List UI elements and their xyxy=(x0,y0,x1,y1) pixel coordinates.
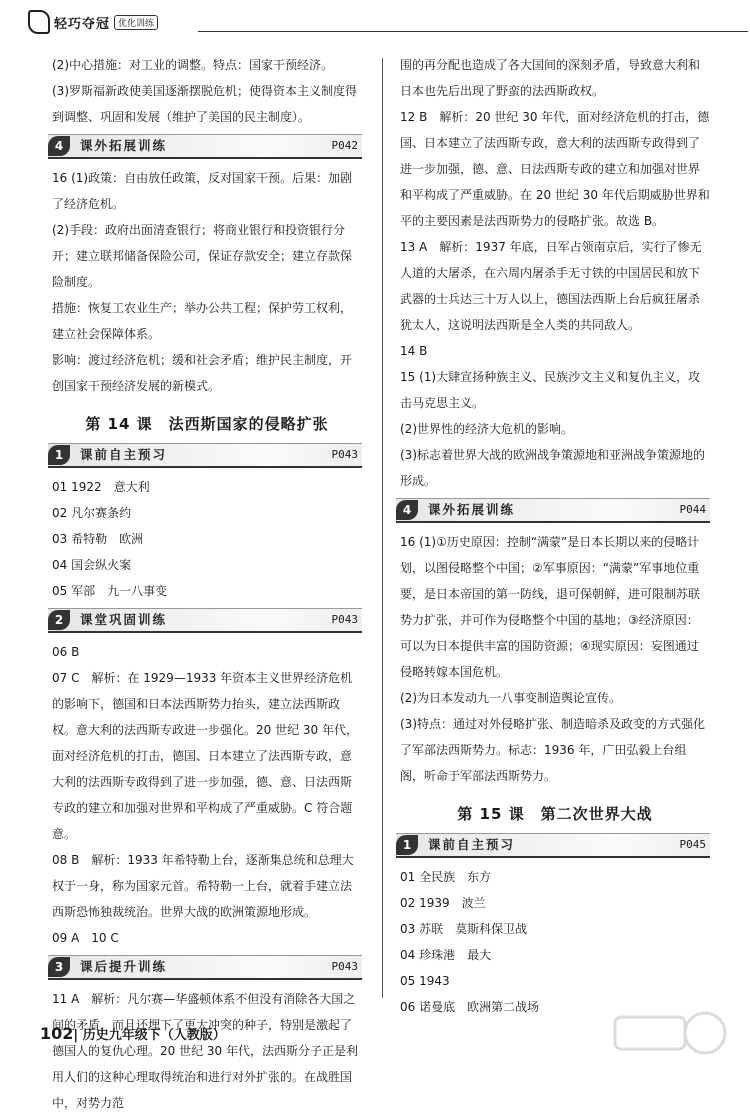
answer-text: (2)为日本发动九一八事变制造舆论宣传。 xyxy=(400,691,621,705)
answer-line: 05 军部 九一八事变 xyxy=(52,584,168,598)
section-title: 课前自主预习 xyxy=(80,447,168,462)
section-page: P043 xyxy=(331,960,358,973)
section-title: 课堂巩固训练 xyxy=(80,612,168,627)
right-column xyxy=(400,52,710,1020)
section-number: 4 xyxy=(396,500,418,520)
section-number: 3 xyxy=(48,957,70,977)
brand-subtitle: 优化训练 xyxy=(114,15,158,30)
rabbit-logo-icon xyxy=(28,10,50,34)
answer-text: (3)罗斯福新政使美国逐渐摆脱危机；使得资本主义制度得到调整、巩固和发展（维护了美国的民主制度）。 xyxy=(52,84,358,124)
left-column xyxy=(52,52,362,1116)
answer-text: (2)世界性的经济大危机的影响。 xyxy=(400,422,573,436)
answer-line: 01 全民族 东方 xyxy=(400,870,492,884)
page-header xyxy=(28,10,728,40)
answer-line: 06 B xyxy=(52,645,80,659)
lesson-title: 第 15 课 第二次世界大战 xyxy=(457,805,653,823)
watermark-stamp-icon xyxy=(610,1005,730,1065)
section-page: P042 xyxy=(331,139,358,152)
answer-text: (2)手段：政府出面清查银行；将商业银行和投资银行分开；建立联邦储备保险公司，保证存款安全；建立存款保险制度。 xyxy=(52,223,353,289)
section-number: 4 xyxy=(48,136,70,156)
section-bar xyxy=(48,134,362,159)
section-number: 2 xyxy=(48,610,70,630)
section-page: P045 xyxy=(679,838,706,851)
section-title: 课外拓展训练 xyxy=(428,502,516,517)
answer-line: 01 1922 意大利 xyxy=(52,480,150,494)
answer-line: 02 1939 波兰 xyxy=(400,896,486,910)
page-footer: 102| 历史九年级下（人教版） xyxy=(40,1024,226,1043)
answer-text: 12 B 解析：20 世纪 30 年代，面对经济危机的打击，德国、日本建立了法西斯专政，意大利的法西斯专政得到了进一步加强，德、意、日法西斯专政的建立和加强对世界和平构成了严重威胁。在 20 世纪 30 年代后期威胁世界和平的主要因素是法西斯势力的侵略扩张。故选 B。 xyxy=(400,110,710,228)
answer-text: (2)中心措施：对工业的调整。特点：国家干预经济。 xyxy=(52,58,334,72)
answer-text: 16 (1)①历史原因：控制“满蒙”是日本长期以来的侵略计划，以图侵略整个中国；②军事原因：“满蒙”军事地位重要，是日本帝国的第一防线，退可保朝鲜，进可限制苏联势力扩张，并可作为侵略整个中国的基地；③经济原因：可以为日本提供丰富的国防资源；④现实原因：妄图通过侵略转嫁本国危机。 xyxy=(400,535,701,679)
book-title: 历史九年级下（人教版） xyxy=(82,1028,226,1043)
answer-line: 04 国会纵火案 xyxy=(52,558,132,572)
answer-text: 措施：恢复工农业生产；举办公共工程；保护劳工权利，建立社会保障体系。 xyxy=(52,301,353,341)
page-number: 102 xyxy=(40,1024,74,1043)
answer-line: 14 B xyxy=(400,344,428,358)
section-bar xyxy=(396,833,710,858)
answer-line: 06 诺曼底 欧洲第二战场 xyxy=(400,1000,540,1014)
answer-line: 03 希特勒 欧洲 xyxy=(52,532,144,546)
section-title: 课外拓展训练 xyxy=(80,138,168,153)
answer-line: 04 珍珠港 最大 xyxy=(400,948,492,962)
brand-logo xyxy=(28,10,158,34)
section-bar xyxy=(396,498,710,523)
answer-text: (3)标志着世界大战的欧洲战争策源地和亚洲战争策源地的形成。 xyxy=(400,448,706,488)
answer-text: (3)特点：通过对外侵略扩张、制造暗杀及政变的方式强化了军部法西斯势力。标志：1936 年，广田弘毅上台组阁，听命于军部法西斯势力。 xyxy=(400,717,706,783)
answer-text: 11 A 解析：凡尔赛—华盛顿体系不但没有消除各大国之间的矛盾，而且还埋下了更大冲突的种子，特别是激起了德国人的复仇心理。20 世纪 30 年代，法西斯分子正是利用人们的这种心理取得统治和进行对外扩张的。在战胜国中，对势力范 xyxy=(52,992,358,1110)
answer-text: 16 (1)政策：自由放任政策，反对国家干预。后果：加剧了经济危机。 xyxy=(52,171,353,211)
answer-text: 13 A 解析：1937 年底，日军占领南京后，实行了惨无人道的大屠杀，在六周内屠杀手无寸铁的中国居民和放下武器的士兵达三十万人以上，德国法西斯上台后疯狂屠杀犹太人，这说明法西斯是全人类的共同敌人。 xyxy=(400,240,702,332)
section-page: P043 xyxy=(331,613,358,626)
section-bar xyxy=(48,955,362,980)
answer-line: 03 苏联 莫斯科保卫战 xyxy=(400,922,528,936)
answer-line: 02 凡尔赛条约 xyxy=(52,506,132,520)
header-rule xyxy=(198,31,748,32)
answer-text: 影响：渡过经济危机；缓和社会矛盾；维护民主制度，开创国家干预经济发展的新模式。 xyxy=(52,353,353,393)
section-number: 1 xyxy=(48,445,70,465)
answer-text: 08 B 解析：1933 年希特勒上台，逐渐集总统和总理大权于一身，称为国家元首。希特勒一上台，就着手建立法西斯恐怖独裁统治。世界大战的欧洲策源地形成。 xyxy=(52,853,354,919)
column-divider xyxy=(382,58,383,998)
section-bar xyxy=(48,443,362,468)
answer-text: 15 (1)大肆宣扬种族主义、民族沙文主义和复仇主义，攻击马克思主义。 xyxy=(400,370,701,410)
section-number: 1 xyxy=(396,835,418,855)
answer-line: 09 A 10 C xyxy=(52,931,119,945)
answer-line: 05 1943 xyxy=(400,974,450,988)
section-page: P043 xyxy=(331,448,358,461)
section-bar xyxy=(48,608,362,633)
section-title: 课前自主预习 xyxy=(428,837,516,852)
section-title: 课后提升训练 xyxy=(80,959,168,974)
brand-name: 轻巧夺冠 xyxy=(54,16,111,32)
section-page: P044 xyxy=(679,503,706,516)
answer-text: 围的再分配也造成了各大国间的深刻矛盾，导致意大利和日本也先后出现了野蛮的法西斯政权。 xyxy=(400,58,701,98)
answer-text: 07 C 解析：在 1929—1933 年资本主义世界经济危机的影响下，德国和日本法西斯势力抬头，建立法西斯政权。意大利的法西斯专政进一步强化。20 世纪 30 年代，面对经济危机的打击，德国、日本建立了法西斯专政，意大利的法西斯专政得到了进一步加强，德、意、日法西斯专政的建立和加强对世界和平构成了严重威胁。C 符合题意。 xyxy=(52,671,358,841)
lesson-title: 第 14 课 法西斯国家的侵略扩张 xyxy=(85,415,329,433)
